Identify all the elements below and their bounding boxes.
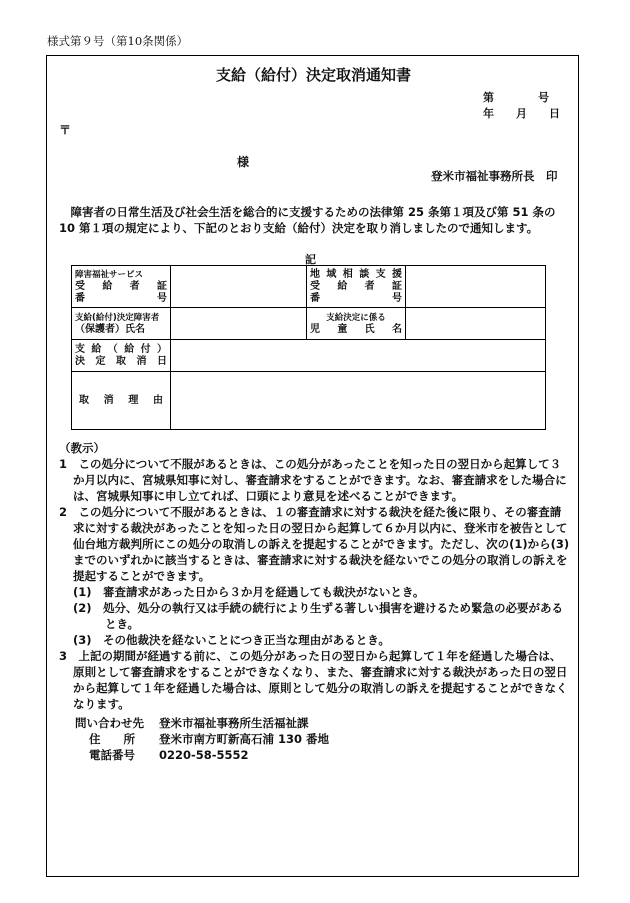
service-certificate-number[interactable] — [171, 266, 307, 308]
cancellation-details-table — [71, 265, 546, 430]
notice-sub-1: (1) 審査請求があった日から３か月を経過しても裁決がないとき。 — [73, 585, 425, 599]
notice-document — [46, 55, 579, 877]
cancel-reason-label: 取 消 理 由 — [72, 372, 171, 430]
address-label: 住 所 — [89, 732, 135, 746]
form-number-label: 様式第９号（第10条関係） — [47, 34, 189, 48]
intro-paragraph: 障害者の日常生活及び社会生活を総合的に支援するための法律第 25 条第１項及び第 51 条の 10 第１項の規定により、下記のとおり支給（給付）決定を取り消しましたので通知します。 — [59, 205, 556, 235]
notice-sub-3: (3) その他裁決を経ないことにつき正当な理由があるとき。 — [73, 633, 390, 647]
ki-mark: 記 — [305, 253, 316, 266]
cancel-date-field[interactable] — [171, 340, 546, 372]
notice-item-2: 2 この処分について不服があるときは、１の審査請求に対する裁決を経た後に限り、その審査請求に対する裁決があったことを知った日の翌日から起算して６か月以内に、登米市を被告として仙台地方裁判所にこの処分の取消しの訴えを提起することができます。ただし、次の(1)から(3)までのいずれかに該当するときは、審査請求に対する裁決を経ないでこの処分の取消しの訴えを提起することができます。 — [59, 505, 570, 583]
guardian-name-label: 支給(給付)決定障害者 （保護者）氏名 — [72, 308, 171, 340]
postal-mark: 〒 — [59, 123, 72, 137]
child-name-label: 支給決定に係る 児 童 氏 名 — [307, 308, 406, 340]
notice-sub-2: (2) 処分、処分の執行又は手続の続行により生ずる著しい損害を避けるため緊急の必要があるとき。 — [73, 601, 564, 631]
address-value: 登米市南方町新高石浦 130 番地 — [159, 732, 330, 746]
child-name-field[interactable] — [406, 308, 546, 340]
inquiry-label: 問い合わせ先 — [75, 716, 144, 730]
document-title: 支給（給付）決定取消通知書 — [215, 66, 411, 84]
notice-item-3: 3 上記の期間が経過する前に、この処分があった日の翌日から起算して１年を経過した場合は、原則として審査請求をすることができなくなり、また、審査請求に対する裁決があった日の翌日から起算して１年を経過した場合は、原則として処分の取消しの訴えを提起することができなくなります。 — [59, 649, 568, 711]
notice-heading: （教示） — [59, 441, 105, 455]
consult-certificate-number[interactable] — [406, 266, 546, 308]
guardian-name-field[interactable] — [171, 308, 307, 340]
issuer-seal: 登米市福祉事務所長 印 — [431, 169, 558, 183]
phone-value: 0220-58-5552 — [159, 748, 249, 762]
notice-item-1: 1 この処分について不服があるときは、この処分があったことを知った日の翌日から起算して３か月以内に、宮城県知事に対し、審査請求をすることができます。なお、審査請求をした場合には、宮城県知事に申し立てれば、口頭により意見を述べることができます。 — [59, 457, 567, 503]
service-certificate-label: 障害福祉サービス 受 給 者 証 番 号 — [72, 266, 171, 308]
cancel-reason-field[interactable] — [171, 372, 546, 430]
inquiry-value: 登米市福祉事務所生活福祉課 — [159, 716, 309, 730]
cancel-date-label: 支 給 （ 給 付 ） 決 定 取 消 日 — [72, 340, 171, 372]
issue-date: 年 月 日 — [483, 107, 560, 120]
recipient-honorific: 様 — [237, 155, 250, 169]
phone-label: 電話番号 — [89, 748, 135, 762]
document-number: 第 号 — [483, 91, 549, 104]
contact-info — [75, 715, 329, 763]
appeal-notice — [59, 440, 571, 712]
consult-certificate-label: 地域相談支援 受 給 者 証 番 号 — [307, 266, 406, 308]
